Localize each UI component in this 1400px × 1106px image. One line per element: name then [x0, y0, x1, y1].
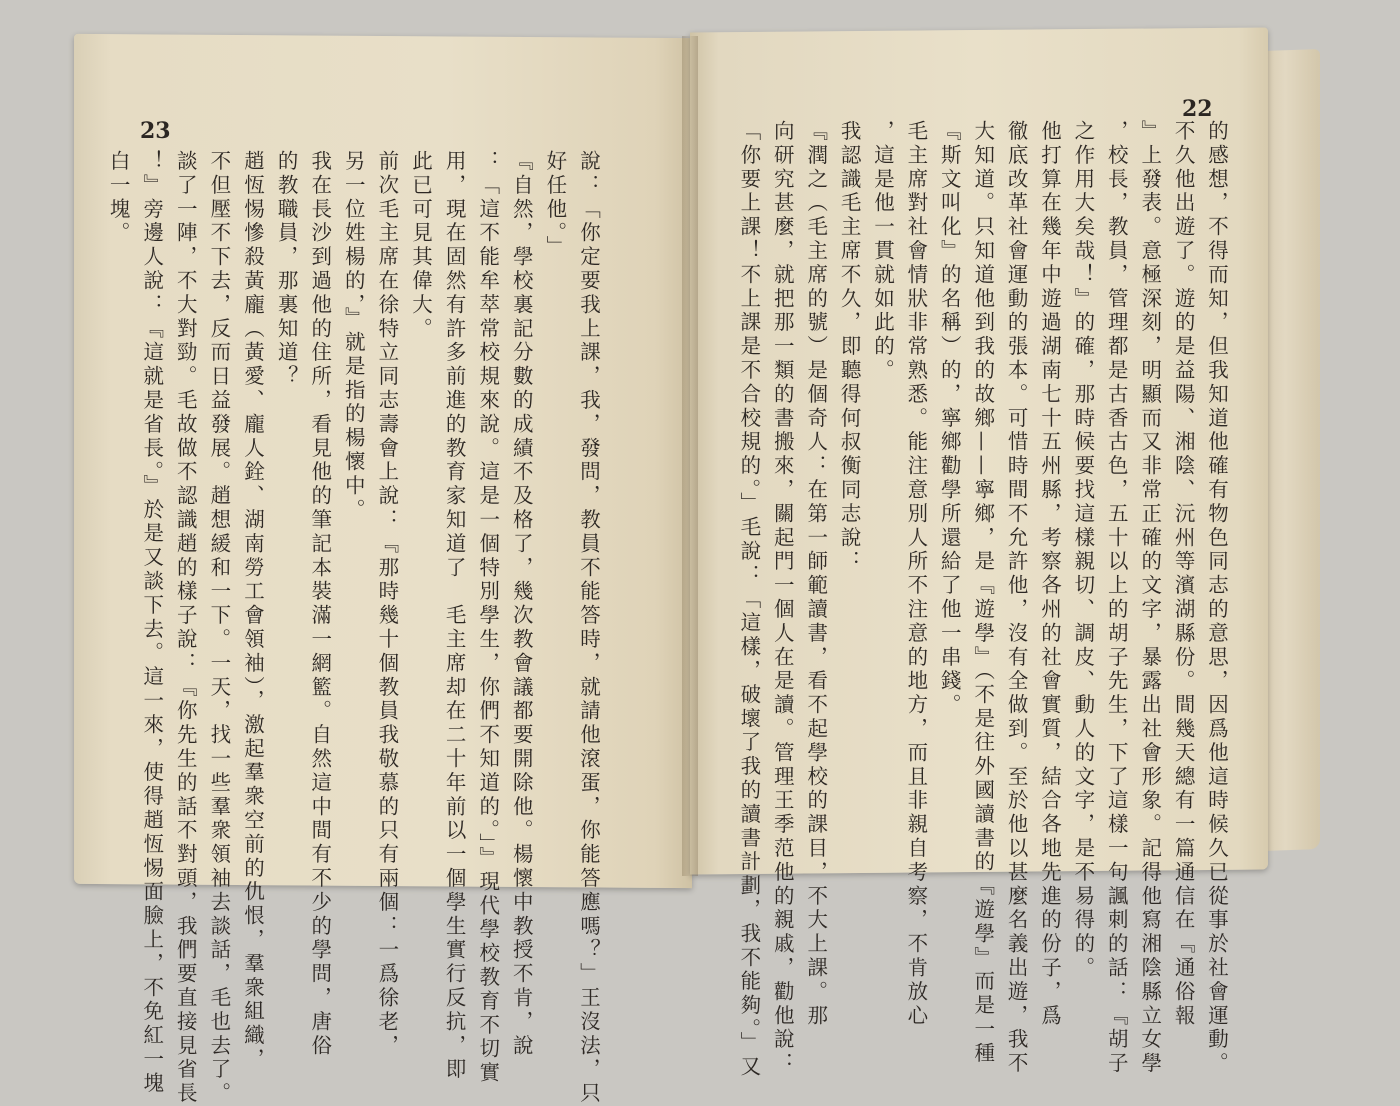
- text-column: 不久他出遊了。遊的是益陽、湘陰、沅州等濱湖縣份。間幾天總有一篇通信在『通俗報: [1171, 120, 1196, 1029]
- text-column: 白一塊。: [106, 150, 131, 246]
- book-spine: [682, 36, 698, 876]
- text-column: 談了一陣，不大對勁。毛故做不認識趙的樣子說：『你先生的話不對頭，我們要直接見省長: [173, 150, 198, 1106]
- text-column: 的感想，不得而知，但我知道他確有物色同志的意思，因爲他這時候久已從事於社會運動。: [1204, 120, 1229, 1076]
- text-column: 趙恆惕慘殺黃龐（黃愛、龐人銓、湖南勞工會領袖），激起羣衆空前的仇恨，羣衆組織，: [240, 150, 265, 1072]
- page-stack-edge: [1262, 49, 1320, 851]
- text-column: 此已可見其偉大。: [408, 150, 433, 342]
- text-column: ：「這不能牟萃常校規來說。這是一個特別學生，你們不知道的。」』現代學校教育不切實: [475, 150, 500, 1086]
- text-column: 用，現在固然有許多前進的教育家知道了 毛主席却在二十年前以一個學生實行反抗，即: [442, 150, 467, 1083]
- text-column: 徹底改革社會運動的張本。可惜時間不允許他，沒有全做到。至於他以甚麼名義出遊，我不: [1004, 120, 1029, 1076]
- text-column: 好任他。」: [542, 150, 567, 260]
- right-page-number: 22: [1182, 96, 1213, 122]
- text-column: 『潤之（毛主席的號）是個奇人：在第一師範讀書，看不起學校的課目，不大上課。那: [803, 120, 828, 1029]
- text-column: 我在長沙到過他的住所，看見他的筆記本裝滿一網籃。自然這中間有不少的學問，唐俗: [307, 150, 332, 1059]
- left-page-number: 23: [140, 118, 171, 144]
- text-column: 『斯文叫化』的名稱）的，寧鄉勸學所還給了他一串錢。: [937, 120, 962, 718]
- text-column: 我認識毛主席不久，即聽得何叔衡同志說：: [837, 120, 862, 575]
- text-column: 說：「你定要我上課，我，發問，教員不能答時，就請他滾蛋，你能答應嗎？」王沒法，只: [576, 150, 601, 1106]
- text-column: ！』旁邊人說：『這就是省長。』於是又談下去。這一來，使得趙恆惕面臉上，不免紅一塊: [139, 150, 164, 1096]
- text-column: 向研究甚麼，就把那一類的書搬來，關起門一個人在是讀。管理王季范他的親戚，勸他說：: [770, 120, 795, 1076]
- text-column: 毛主席對社會情狀非常熟悉。能注意別人所不注意的地方，而且非親自考察，不肯放心: [903, 120, 928, 1029]
- text-column: ，校長，教員，管理都是古香古色，五十以上的胡子先生，下了這樣一句諷刺的話：『胡子: [1104, 120, 1129, 1076]
- text-column: 的教職員，那裏知道？: [274, 150, 299, 389]
- text-column: 『自然，學校裏記分數的成績不及格了，幾次教會議都要開除他。楊懷中教授不肯，說: [509, 150, 534, 1059]
- text-column: ，這是他一貫就如此的。: [870, 120, 895, 383]
- text-column: 前次毛主席在徐特立同志壽會上說：『那時幾十個教員我敬慕的只有兩個：一爲徐老，: [374, 150, 399, 1059]
- text-column: 不但壓不下去，反而日益發展。趙想緩和一下。一天，找一些羣衆領袖去談話，毛也去了。: [206, 150, 231, 1106]
- text-column: 他打算在幾年中遊過湖南七十五州縣，考察各州的社會實質，結合各地先進的份子，爲: [1037, 120, 1062, 1029]
- text-column: 之作用大矣哉！』的確，那時候要找這樣親切、調皮、動人的文字，是不易得的。: [1070, 120, 1095, 981]
- text-column: 「你要上課！不上課是不合校規的。」毛說：「這樣，破壞了我的讀書計劃，我不能夠。」又: [736, 120, 761, 1080]
- text-column: 另一位姓楊的，』就是指的楊懷中。: [341, 150, 366, 523]
- text-column: 』上發表。意極深刻，明顯而又非常正確的文字，暴露出社會形象。記得他寫湘陰縣立女學: [1137, 120, 1162, 1076]
- text-column: 大知道。只知道他到我的故鄉——寧鄉，是『遊學』（不是往外國讀書的『遊學』而是一種: [970, 120, 995, 1066]
